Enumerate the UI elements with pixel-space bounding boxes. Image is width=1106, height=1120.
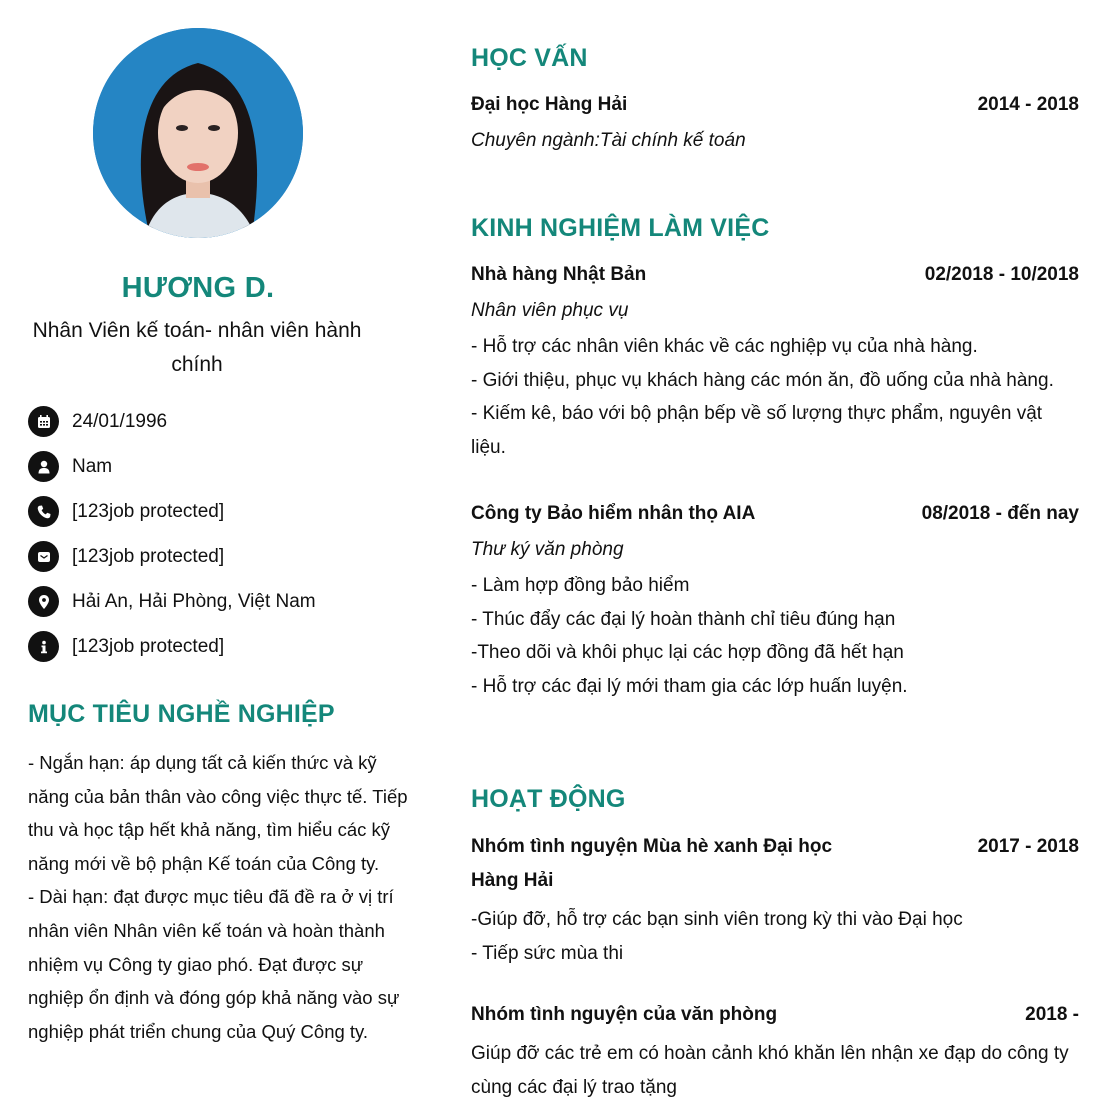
school-name: Đại học Hàng Hải <box>471 94 628 115</box>
job-entry-2 <box>471 497 1079 704</box>
phone-icon <box>28 496 59 527</box>
phone-value[interactable]: [123job protected] <box>72 500 225 522</box>
email-icon <box>28 541 59 572</box>
activities-section <box>471 785 1079 970</box>
activity-period: 2018 - <box>1025 1004 1079 1025</box>
contact-birthdate <box>28 399 420 444</box>
school-period: 2014 - 2018 <box>977 94 1079 115</box>
contact-list <box>28 399 420 669</box>
contact-address <box>28 579 420 624</box>
candidate-name: HƯƠNG D. <box>121 272 275 304</box>
job-entry-header <box>471 497 1079 531</box>
info-value[interactable]: [123job protected] <box>72 635 225 657</box>
company-name: Nhà hàng Nhật Bản <box>471 264 647 285</box>
activity-line: Giúp đỡ các trẻ em có hoàn cảnh khó khăn lên nhận xe đạp do công ty cùng các đại lý trao tặng <box>471 1043 1069 1098</box>
job-period: 08/2018 - đến nay <box>921 503 1079 524</box>
experience-heading: KINH NGHIỆM LÀM VIỆC <box>471 214 770 242</box>
job-duty: -Theo dõi và khôi phục lại các hợp đồng đã hết hạn <box>471 642 904 664</box>
job-duty: - Kiếm kê, báo với bộ phận bếp về số lượng thực phẩm, nguyên vật liệu. <box>471 403 1043 459</box>
activity-org: Nhóm tình nguyện của văn phòng <box>471 1004 778 1025</box>
job-duty: - Giới thiệu, phục vụ khách hàng các món ăn, đồ uống của nhà hàng. <box>471 369 1054 391</box>
job-entry-header <box>471 258 1079 292</box>
location-icon <box>28 586 59 617</box>
activity-entry-2 <box>471 998 1079 1104</box>
contact-email <box>28 534 420 579</box>
job-position: Thư ký văn phòng <box>471 539 624 560</box>
birthdate-value: 24/01/1996 <box>72 410 168 432</box>
career-goal-body <box>28 746 420 1048</box>
candidate-title: Nhân Viên kế toán- nhân viên hành chính <box>32 319 362 376</box>
activity-org: Nhóm tình nguyện Mùa hè xanh Đại học Hàng Hải <box>471 836 833 891</box>
company-name: Công ty Bảo hiểm nhân thọ AIA <box>471 503 756 524</box>
experience-section <box>471 214 1079 465</box>
school-major: Chuyên ngành:Tài chính kế toán <box>471 130 746 151</box>
job-period: 02/2018 - 10/2018 <box>924 264 1079 285</box>
gender-value: Nam <box>72 455 113 477</box>
contact-info <box>28 624 420 669</box>
activity-entry-header <box>471 830 1079 898</box>
activity-line: -Giúp đỡ, hỗ trợ các bạn sinh viên trong kỳ thi vào Đại học <box>471 909 963 930</box>
activities-heading: HOẠT ĐỘNG <box>471 785 626 813</box>
job-duty: - Hỗ trợ các đại lý mới tham gia các lớp huấn luyện. <box>471 676 908 698</box>
activity-period: 2017 - 2018 <box>977 836 1079 857</box>
education-heading: HỌC VẤN <box>471 44 588 72</box>
job-duty: - Làm hợp đồng bảo hiểm <box>471 575 690 596</box>
address-value: Hải An, Hải Phòng, Việt Nam <box>72 590 316 612</box>
portrait-photo <box>93 28 303 238</box>
career-goal-heading: MỤC TIÊU NGHỀ NGHIỆP <box>28 700 335 728</box>
goal-short-term: - Ngắn hạn: áp dụng tất cả kiến thức và kỹ năng của bản thân vào công việc thực tế. Tiếp thu và học tập hết khả năng, tìm hiểu các kỹ năng mới về bộ phận Kế toán của Công ty. <box>28 752 408 874</box>
email-value[interactable]: [123job protected] <box>72 545 225 567</box>
contact-gender <box>28 444 420 489</box>
activity-entry-header <box>471 998 1079 1032</box>
contact-phone <box>28 489 420 534</box>
goal-long-term: - Dài hạn: đạt được mục tiêu đã đề ra ở vị trí nhân viên Nhân viên kế toán và hoàn thành nhiệm vụ Công ty giao phó. Đạt được sự nghiệp ổn định và đóng góp khả năng vào sự nghiệp phát triển chung của Quý Công ty. <box>28 886 400 1042</box>
job-duty: - Thúc đẩy các đại lý hoàn thành chỉ tiêu đúng hạn <box>471 608 896 630</box>
activity-line: - Tiếp sức mùa thi <box>471 942 624 964</box>
job-position: Nhân viên phục vụ <box>471 300 629 321</box>
info-icon <box>28 631 59 662</box>
calendar-icon <box>28 406 59 437</box>
avatar <box>93 28 303 238</box>
user-icon <box>28 451 59 482</box>
job-duty: - Hỗ trợ các nhân viên khác về các nghiệp vụ của nhà hàng. <box>471 336 978 357</box>
education-section <box>471 44 1079 160</box>
education-entry <box>471 88 1079 122</box>
